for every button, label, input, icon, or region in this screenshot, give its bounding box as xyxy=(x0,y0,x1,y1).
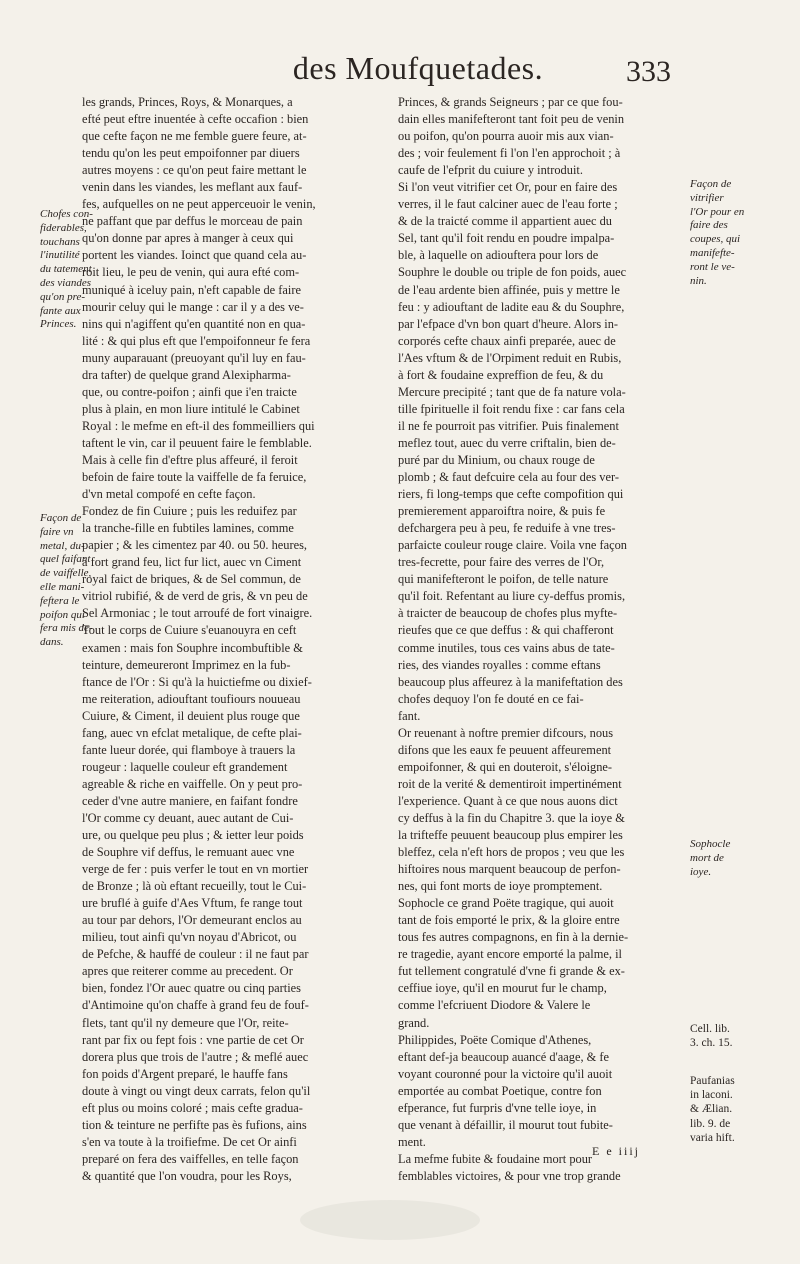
left-column-line: bien, fondez l'Or auec quatre ou cinq parties xyxy=(82,981,301,996)
right-column-line: fant. xyxy=(398,708,421,723)
margin-note-line: Chofes con- xyxy=(40,208,93,220)
margin-note-line: Façon de xyxy=(40,512,82,524)
margin-note-line: Paufanias xyxy=(690,1075,735,1087)
right-column-line: comme l'efcriuent Diodore & Valere le xyxy=(398,998,591,1013)
right-column-line: tres-fecrette, pour faire des verres de l'Or, xyxy=(398,555,605,570)
right-column-line: tous fes autres compagnons, en fin à la dernie- xyxy=(398,930,629,945)
left-column-line: Royal : le mefme en eft-il des fommeilliers qui xyxy=(82,418,315,433)
right-column-line: caufe de l'efprit du cuiure y introduit. xyxy=(398,163,583,178)
margin-note-line: dans. xyxy=(40,636,64,649)
right-column-line: corporés cefte chaux ainfi preparée, auec de xyxy=(398,333,616,348)
left-column-line: ure, ou quelque peu plus ; & ietter leur poids xyxy=(82,828,304,843)
left-column-line: de Souphre vif deffus, le remuant auec vne xyxy=(82,845,295,860)
right-column-line: defchargera peu à peu, fe reduife à vne tres- xyxy=(398,521,616,536)
page-header xyxy=(0,48,800,96)
left-column-line: dorera plus que trois de l'autre ; & meflé auec xyxy=(82,1049,309,1064)
right-column-line: plomb ; & faut defcuire cela au four des ver- xyxy=(398,470,619,485)
left-column-line: de Pefche, & hauffé de couleur : il ne faut par xyxy=(82,947,309,962)
right-column-line: re tragedie, ayant encore emporté la palme, il xyxy=(398,947,622,962)
left-column-line: tendu qu'on les peut empoifonner par diuers xyxy=(82,146,300,161)
left-column-line: me reiteration, adiouftant toufiours nouueau xyxy=(82,691,301,706)
margin-note-line: de vaiffelle, xyxy=(40,567,92,580)
right-column-line: par l'efpace d'vn bon quart d'heure. Alors in- xyxy=(398,316,619,331)
right-column-line: bleffez, cela n'eft hors de propos ; veu que les xyxy=(398,845,625,860)
margin-note-line: fera mis de- xyxy=(40,622,93,635)
left-column-line: que, ou contre-poifon ; ainfi que i'en traicte xyxy=(82,384,297,399)
margin-note-line: feftera le xyxy=(40,594,80,607)
left-column-line: rougeur : laquelle couleur eft grandement xyxy=(82,759,288,774)
right-column-line: Princes, & grands Seigneurs ; par ce que fou- xyxy=(398,95,623,109)
margin-note-line: faire vn xyxy=(40,525,74,538)
right-column-line: eftant def-ja beaucoup auancé d'aage, & fe xyxy=(398,1049,610,1064)
left-column-line: verge de fer : puis verfer le tout en vn mortier xyxy=(82,862,309,877)
right-column-line: fut tellement congratulé d'vne fi grande & ex- xyxy=(398,964,625,979)
left-column-line: Sel Armoniac ; le tout arroufé de fort vinaigre. xyxy=(82,606,313,621)
left-column-line: milieu, tout ainfi qu'vn noyau d'Abricot, ou xyxy=(82,930,297,945)
left-column-line: flets, tant qu'il ny demeure que l'Or, reite- xyxy=(82,1015,289,1030)
right-column-line: cy deffus à la fin du Chapitre 3. que la ioye & xyxy=(398,810,625,825)
right-column-line: comme inutiles, tous ces vains abus de tate- xyxy=(398,640,615,655)
left-column-line: ceder d'vne autre maniere, en faifant fondre xyxy=(82,793,298,808)
right-column-line: Philippides, Poëte Comique d'Athenes, xyxy=(398,1032,592,1047)
left-column-line: tion & teinture ne perfifte pas ès fufions, ains xyxy=(82,1117,307,1132)
right-column-line: qu'il foit. Refentant au liure cy-deffus promis, xyxy=(398,589,626,604)
right-column-line: La mefme fubite & foudaine mort pour xyxy=(398,1151,593,1166)
left-column-line: Mais à celle fin d'eftre plus affeuré, il feroit xyxy=(82,452,298,467)
left-column-line: les grands, Princes, Roys, & Monarques, a xyxy=(82,95,293,109)
margin-note-line: & Ælian. xyxy=(690,1103,733,1116)
left-column-line: de Bronze ; là où eftant recueilly, tout le Cui- xyxy=(82,879,307,894)
right-column-line: ceffiue ioye, qu'il en mourut fur le champ, xyxy=(398,981,607,996)
margin-note-left-2 xyxy=(40,512,93,650)
left-column-line: qu'on donne par apres à manger à ceux qui xyxy=(82,231,294,246)
margin-note-line: metal, du- xyxy=(40,539,85,552)
right-column-line: de l'eau ardente bien affinée, puis y mettre le xyxy=(398,282,620,297)
right-column-line: Si l'on veut vitrifier cet Or, pour en faire des xyxy=(398,180,618,195)
margin-note-line: poifon qui xyxy=(40,608,85,621)
signature-mark: E e iiij xyxy=(592,1144,640,1158)
right-column-line: & de la traicté comme il appartient auec du xyxy=(398,214,612,229)
margin-note-line: 3. ch. 15. xyxy=(690,1037,733,1050)
margin-note-line: ioye. xyxy=(690,865,712,878)
left-column-line: nins qui n'agiffent qu'en quantité non en qua- xyxy=(82,316,306,331)
margin-note-line: ront le ve- xyxy=(690,260,735,273)
left-column-line: portent les viandes. Ioinct que quand cela au- xyxy=(82,248,307,263)
margin-note-line: in laconi. xyxy=(690,1089,733,1102)
right-column-line: tille fpirituelle il foit rendu fixe : car fans cela xyxy=(398,401,625,416)
left-column-line: autres moyens : ce qu'on peut faire mettant le xyxy=(82,163,307,178)
margin-reference-right-1 xyxy=(690,1022,762,1050)
left-column-line: agreable & riche en vaiffelle. On y peut pro- xyxy=(82,776,303,791)
left-column-line: d'Antimoine qu'on chaffe à grand feu de fouf- xyxy=(82,998,309,1013)
right-column-line: chofes dequoy l'on fe douté en ce fai- xyxy=(398,691,584,706)
right-column-line: ou poifon, qu'on pourra auoir mis aux vian- xyxy=(398,129,614,144)
left-column-line: royal faict de briques, & de Sel commun, de xyxy=(82,572,301,587)
right-column-line: ment. xyxy=(398,1134,426,1149)
margin-note-line: nin. xyxy=(690,274,707,287)
left-column-line: l'Or comme cy deuant, auec autant de Cui- xyxy=(82,810,294,825)
right-column-line: l'Aes vftum & de l'Orpiment reduit en Rubis, xyxy=(398,350,622,365)
margin-note-line: Sophocle xyxy=(690,838,731,850)
right-column-line: dain elles manifefteront tant foit peu de venin xyxy=(398,112,625,127)
margin-note-line: varia hift. xyxy=(690,1131,735,1144)
left-column-line: fon poids d'Argent preparé, le hauffe fans xyxy=(82,1066,288,1081)
margin-note-line: qu'on pre- xyxy=(40,290,86,303)
left-column-line: mourir celuy qui le mange : car il y a des ve- xyxy=(82,299,304,314)
right-column-line: qui manifefteront le poifon, de telle nature xyxy=(398,572,609,587)
margin-note-line: l'Or pour en xyxy=(690,205,745,218)
left-column-line: teinture, demeureront Imprimez en la fub- xyxy=(82,657,291,672)
right-column-line: ries, des viandes royalles : comme eftans xyxy=(398,657,601,672)
right-column-line: riers, fi long-temps que cefte compofition qui xyxy=(398,487,624,502)
running-title: des Moufquetades. xyxy=(292,50,544,86)
left-column-line: Tout le corps de Cuiure s'euanouyra en ceft xyxy=(82,623,297,638)
left-column-line: Fondez de fin Cuiure ; puis les reduifez par xyxy=(82,504,297,519)
left-column-line: doute à vingt ou vingt deux carrats, felon qu'il xyxy=(82,1083,311,1098)
margin-note-line: coupes, qui xyxy=(690,233,741,246)
right-column-line: feu : y adiouftant de ladite eau & du Souphre, xyxy=(398,299,625,314)
right-column-line: Or reuenant à noftre premier difcours, nous xyxy=(398,725,614,740)
right-column-line: l'experience. Quant à ce que nous auons dict xyxy=(398,793,618,808)
margin-note-right-2 xyxy=(690,838,762,879)
right-column-line: rieufes que ce que deffus : & qui chafferont xyxy=(398,623,614,638)
right-column-line: la trifteffe peuuent beaucoup plus empirer les xyxy=(398,828,623,843)
left-column-line: la tranche-fille en fubtiles lamines, comme xyxy=(82,521,294,536)
margin-note-line: Princes. xyxy=(40,318,77,331)
left-column-line: eft plus ou moins coloré ; mais cefte gradua- xyxy=(82,1100,303,1115)
margin-note-left-1 xyxy=(40,208,93,332)
left-column-line: à fort grand feu, lict fur lict, auec vn Ciment xyxy=(82,555,302,570)
left-column-line: & quantité que l'on voudra, pour les Roys, xyxy=(82,1168,292,1183)
right-column-line: femblables victoires, & pour vne trop grande xyxy=(398,1168,621,1183)
left-column-line: rant par fix ou fept fois : vne partie de cet Or xyxy=(82,1032,304,1047)
right-column-line: puré par du Minium, ou chaux rouge de xyxy=(398,452,595,467)
left-column-line: taftent le vin, car il peuuent faire le femblable. xyxy=(82,435,312,450)
left-column-line: fang, auec vn efclat metalique, de cefte plai- xyxy=(82,725,302,740)
left-column-line: dra tafter) de quelque grand Alexipharma- xyxy=(82,367,291,382)
left-column-line: papier ; & les cimentez par 40. ou 50. heures, xyxy=(82,538,308,553)
left-column-line: preparé on fera des vaiffelles, en telle façon xyxy=(82,1151,299,1166)
left-column-line: apres que reiterer comme au precedent. Or xyxy=(82,964,293,979)
margin-note-line: mort de xyxy=(690,851,724,864)
left-column-line: befoin de faire toute la vaiffelle de fa feruice, xyxy=(82,470,307,485)
left-column-line: au tour par dehors, l'Or demeurant enclos au xyxy=(82,913,302,928)
right-column-line: des ; voir feulement fi l'on l'en approchoit ; à xyxy=(398,146,621,161)
margin-note-line: quel faifant xyxy=(40,553,91,566)
margin-note-line: fante aux xyxy=(40,304,81,317)
left-column-line: muny auparauant (preuoyant qu'il luy en fau- xyxy=(82,350,306,365)
right-column-line: que venant à défaillir, il mourut tout fubite- xyxy=(398,1117,613,1132)
text-column-left xyxy=(82,94,392,1185)
margin-note-line: Façon de xyxy=(690,178,732,190)
right-column-line: il ne fe pourroit pas vitrifier. Puis finalement xyxy=(398,418,619,433)
left-column-line: lité : & qui plus eft que l'empoifonneur fe fera xyxy=(82,333,311,348)
left-column-line: plus à plain, en mon liure intitulé le Cabinet xyxy=(82,401,300,416)
margin-note-line: faire des xyxy=(690,219,728,232)
right-column-line: meflez tout, auec du verre criftalin, bien de- xyxy=(398,435,616,450)
text-column-right xyxy=(398,94,684,1185)
right-column-line: grand. xyxy=(398,1015,430,1030)
left-column-line: muniqué à iceluy pain, n'eft capable de faire xyxy=(82,282,301,297)
right-column-line: Sophocle ce grand Poëte tragique, qui auoit xyxy=(398,896,614,911)
left-column-line: ne paffant que par deffus le morceau de pain xyxy=(82,214,303,229)
left-column-line: examen : mais fon Souphre incombuftible & xyxy=(82,640,303,655)
margin-note-line: du tatement xyxy=(40,263,92,276)
right-column-line: Sel, tant qu'il foit rendu en poudre impalpa- xyxy=(398,231,615,246)
margin-note-line: touchans xyxy=(40,235,80,248)
right-column-line: emportée au combat Poetique, contre fon xyxy=(398,1083,602,1098)
right-column-line: premierement apparoiftra noire, & puis fe xyxy=(398,504,606,519)
left-column-line: Cuiure, & Ciment, il deuient plus rouge que xyxy=(82,708,300,723)
left-column-line: roit lieu, le peu de venin, qui aura efté com- xyxy=(82,265,300,280)
margin-note-line: manifefte- xyxy=(690,246,735,259)
right-column-line: parfaicte couleur rouge claire. Voila vne façon xyxy=(398,538,628,553)
left-column-line: ftance de l'Or : Si qu'à la huictiefme ou dixief- xyxy=(82,674,312,689)
margin-note-line: lib. 9. de xyxy=(690,1117,731,1130)
right-column-line: roit de la verité & dementiroit impertinément xyxy=(398,776,622,791)
left-column-line: ure bruflé à guife d'Aes Vftum, fe range tout xyxy=(82,896,303,911)
left-column-line: efté peut eftre inuentée à cefte occafion : bien xyxy=(82,112,309,127)
margin-note-right-1 xyxy=(690,178,762,288)
right-column-line: beaucoup plus affeurez à la manifeftation des xyxy=(398,674,623,689)
right-column-line: à fort & foudaine expreffion de feu, & du xyxy=(398,367,604,382)
right-column-line: à traicter de beaucoup de chofes plus myfte- xyxy=(398,606,618,621)
margin-note-line: fiderables, xyxy=(40,221,87,234)
margin-note-line: l'inutilité xyxy=(40,249,80,262)
right-column-line: voyant couronné pour la victoire qu'il auoit xyxy=(398,1066,613,1081)
right-column-line: tant de fois emporté le prix, & la gloire entre xyxy=(398,913,620,928)
left-column-line: que cefte façon ne me femble guere feure, at- xyxy=(82,129,307,144)
left-column-line: vitriol rubifié, & de verd de gris, & vn peu de xyxy=(82,589,308,604)
paper-stain xyxy=(300,1200,480,1240)
right-column-line: efperance, fut furpris d'vne telle ioye, in xyxy=(398,1100,597,1115)
page-number: 333 xyxy=(626,55,671,88)
left-column-line: fes, aufquelles on ne peut apperceuoir le venin, xyxy=(82,197,316,212)
left-column-line: d'vn metal compofé en cefte façon. xyxy=(82,487,256,502)
right-column-line: ble, à laquelle on adiouftera pour lors de xyxy=(398,248,599,263)
margin-reference-right-2 xyxy=(690,1074,762,1145)
margin-note-line: Cell. lib. xyxy=(690,1023,730,1035)
right-column-line: verres, il le faut calciner auec de l'eau forte ; xyxy=(398,197,618,212)
right-column-line: nes, qui font morts de ioye promptement. xyxy=(398,879,603,894)
right-column-line: Mercure precipité ; tant que de fa nature vola- xyxy=(398,384,626,399)
left-column-line: venin dans les viandes, les meflant aux fauf- xyxy=(82,180,303,195)
right-column-line: empoifonner, & qui en douteroit, s'éloigne- xyxy=(398,759,613,774)
right-column-line: Souphre le double ou triple de fon poids, auec xyxy=(398,265,627,280)
margin-note-line: elle mani- xyxy=(40,580,85,593)
right-column-line: difons que les eaux fe peuuent affeurement xyxy=(398,742,612,757)
margin-note-line: des viandes xyxy=(40,276,92,289)
right-column-line: hiftoires nous marquent beaucoup de perfon- xyxy=(398,862,621,877)
margin-note-line: vitrifier xyxy=(690,191,724,204)
left-column-line: fante lueur dorée, qui flamboye à trauers la xyxy=(82,742,296,757)
left-column-line: s'en va toute à la troifiefme. De cet Or ainfi xyxy=(82,1134,297,1149)
